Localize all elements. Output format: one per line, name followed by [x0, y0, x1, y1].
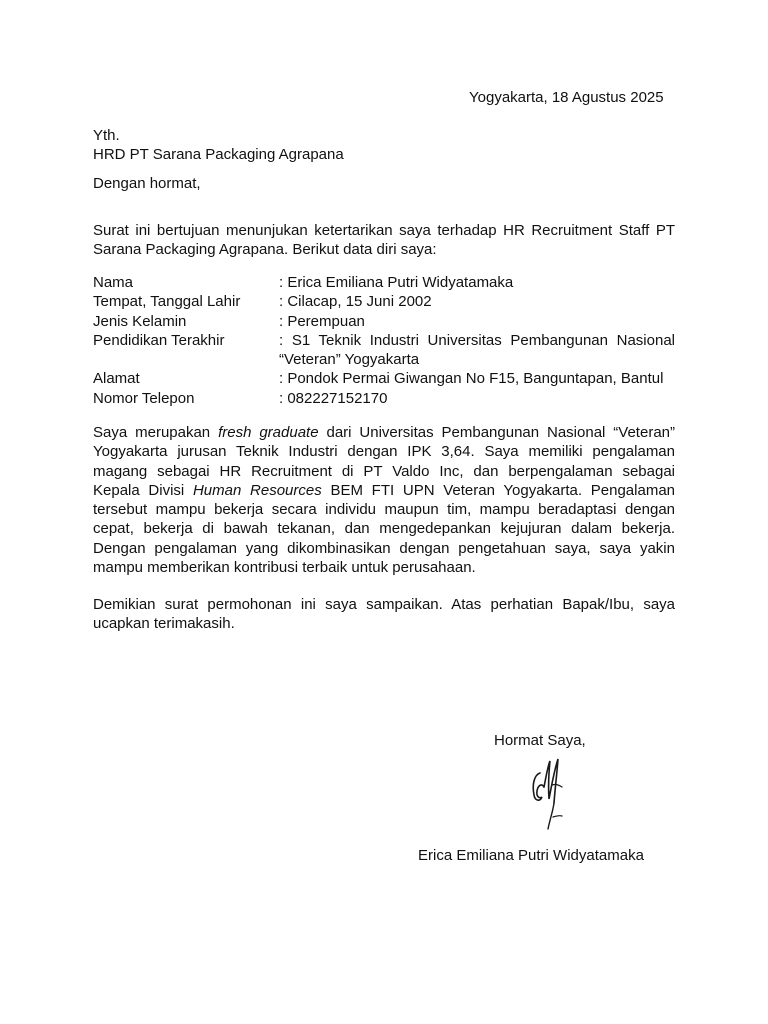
closing-line: ucapkan terimakasih. — [93, 615, 235, 633]
field-value: : Cilacap, 15 Juni 2002 — [279, 293, 432, 311]
field-label: Jenis Kelamin — [93, 312, 187, 330]
body-line: magang sebagai HR Recruitment di PT Valdo Inc, dan berpengalaman sebagai — [93, 462, 675, 480]
data-row-education — [93, 331, 675, 370]
field-label: Nomor Telepon — [93, 389, 195, 407]
field-label: Tempat, Tanggal Lahir — [93, 293, 241, 311]
place-date: Yogyakarta, 18 Agustus 2025 — [469, 89, 664, 106]
signature-image — [522, 755, 572, 835]
recipient-yth: Yth. — [93, 127, 120, 144]
emphasis-text: fresh graduate — [218, 424, 319, 441]
field-label: Alamat — [93, 370, 140, 388]
body-line: cepat, bekerja di bawah tekanan, dan mengedepankan kejujuran dalam bekerja. — [93, 520, 675, 538]
body-line: Dengan pengalaman yang dikombinasikan dengan pengetahuan saya, saya yakin — [93, 539, 675, 557]
data-row-birth — [93, 292, 675, 311]
field-label: Pendidikan Terakhir — [93, 331, 225, 349]
data-row-name — [93, 273, 675, 292]
personal-data-table — [93, 273, 675, 408]
body-line: mampu memberikan kontribusi terbaik untuk perusahaan. — [93, 559, 476, 577]
field-value: : S1 Teknik Industri Universitas Pembangunan Nasional — [279, 331, 675, 349]
field-value: : Perempuan — [279, 312, 365, 330]
field-value: : 082227152170 — [279, 389, 388, 407]
greeting: Dengan hormat, — [93, 175, 201, 192]
sign-off: Hormat Saya, — [494, 732, 586, 749]
body-line: Yogyakarta jurusan Teknik Industri dengan IPK 3,64. Saya memiliki pengalaman — [93, 443, 675, 461]
field-value: : Pondok Permai Giwangan No F15, Banguntapan, Bantul — [279, 370, 664, 388]
body-line: Saya merupakan fresh graduate dari Universitas Pembangunan Nasional “Veteran” — [93, 424, 675, 441]
closing-paragraph — [93, 595, 675, 634]
body-paragraph — [93, 423, 675, 577]
data-row-phone — [93, 389, 675, 408]
field-value: : Erica Emiliana Putri Widyatamaka — [279, 274, 514, 291]
data-row-address — [93, 369, 675, 388]
signer-name: Erica Emiliana Putri Widyatamaka — [418, 847, 644, 864]
field-label: Nama — [93, 274, 134, 291]
data-row-gender — [93, 312, 675, 331]
intro-line: Surat ini bertujuan menunjukan ketertarikan saya terhadap HR Recruitment Staff PT — [93, 222, 675, 239]
closing-line: Demikian surat permohonan ini saya sampaikan. Atas perhatian Bapak/Ibu, saya — [93, 596, 675, 613]
emphasis-text: Human Resources — [192, 481, 322, 499]
body-line: tersebut mampu bekerja secara individu maupun tim, mampu beradaptasi dengan — [93, 501, 675, 519]
field-value-continued: “Veteran” Yogyakarta — [279, 351, 420, 369]
recipient-name: HRD PT Sarana Packaging Agrapana — [93, 146, 344, 163]
body-line: Kepala Divisi Human Resources BEM FTI UPN Veteran Yogyakarta. Pengalaman — [93, 481, 676, 499]
intro-line: Sarana Packaging Agrapana. Berikut data diri saya: — [93, 241, 437, 259]
intro-paragraph — [93, 221, 675, 260]
